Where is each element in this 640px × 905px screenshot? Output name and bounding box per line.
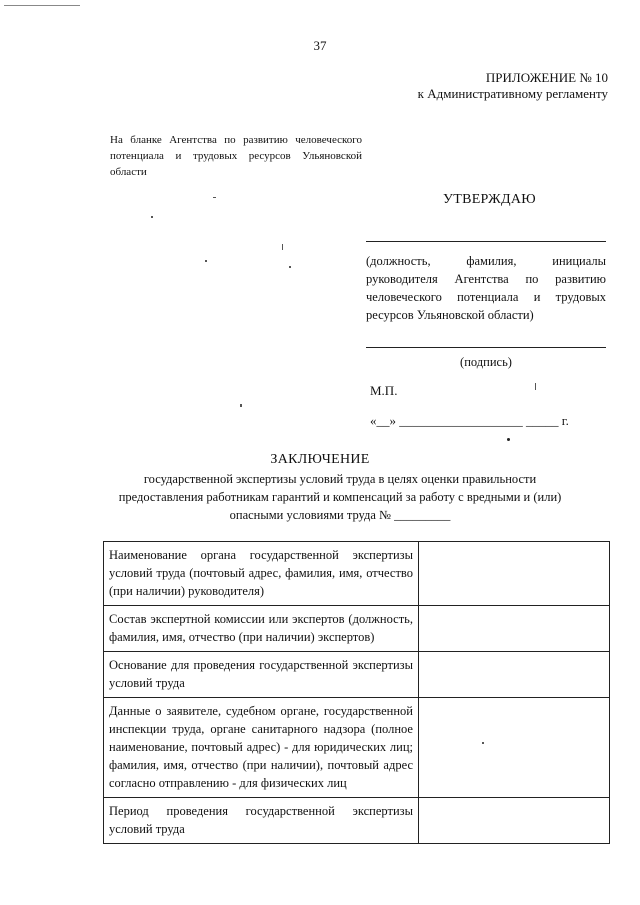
row-label: Данные о заявителе, судебном органе, государственной инспекции труда, органе санитарного надзора (полное наименование, почтовый адрес) - для юридических лиц; фамилия, имя, отчество (при наличии), почтовый адрес согласно отправлению - для физических лиц bbox=[104, 698, 419, 798]
signature-line bbox=[366, 347, 606, 348]
appendix-title: ПРИЛОЖЕНИЕ № 10 bbox=[485, 70, 608, 85]
conclusion-title: ЗАКЛЮЧЕНИЕ bbox=[270, 452, 370, 467]
page-number: 37 bbox=[313, 38, 327, 53]
date-line: «__» ___________________ _____ г. bbox=[370, 413, 569, 428]
scan-speck bbox=[535, 383, 536, 390]
row-label: Состав экспертной комиссии или экспертов (должность, фамилия, имя, отчество (при наличии) экспертов) bbox=[104, 606, 419, 652]
scan-speck bbox=[205, 260, 207, 262]
row-value[interactable] bbox=[419, 606, 610, 652]
scan-speck bbox=[240, 404, 242, 407]
approval-heading: УТВЕРЖДАЮ bbox=[443, 192, 536, 207]
row-value[interactable] bbox=[419, 542, 610, 606]
row-label: Наименование органа государственной экспертизы условий труда (почтовый адрес, фамилия, имя, отчество (при наличии) руководителя) bbox=[104, 542, 419, 606]
scan-speck bbox=[289, 266, 291, 268]
appendix-header bbox=[418, 70, 608, 102]
row-value[interactable] bbox=[419, 652, 610, 698]
letterhead-note: На бланке Агентства по развитию человеческого потенциала и трудовых ресурсов Ульяновской области bbox=[110, 134, 362, 178]
row-value[interactable] bbox=[419, 798, 610, 844]
position-line bbox=[366, 241, 606, 242]
scan-speck bbox=[482, 742, 484, 744]
table-row bbox=[104, 798, 610, 844]
scan-speck bbox=[282, 244, 283, 250]
conclusion-subtitle: государственной экспертизы условий труда в целях оценки правильности предоставления работникам гарантий и компенсаций за работу с вредными и (или) опасными условиями труда № _________ bbox=[118, 472, 562, 522]
expertise-table bbox=[103, 541, 610, 844]
scan-speck bbox=[151, 216, 153, 218]
row-value[interactable] bbox=[419, 698, 610, 798]
table-row bbox=[104, 606, 610, 652]
row-label: Период проведения государственной экспертизы условий труда bbox=[104, 798, 419, 844]
table-row bbox=[104, 542, 610, 606]
scan-speck bbox=[213, 197, 216, 198]
scan-edge-line bbox=[4, 5, 80, 6]
appendix-subtitle: к Административному регламенту bbox=[417, 86, 608, 101]
signature-caption: (подпись) bbox=[460, 355, 512, 369]
table-row bbox=[104, 652, 610, 698]
table-row bbox=[104, 698, 610, 798]
row-label: Основание для проведения государственной экспертизы условий труда bbox=[104, 652, 419, 698]
scan-speck bbox=[507, 438, 510, 441]
position-caption: (должность, фамилия, инициалы руководителя Агентства по развитию человеческого потенциала и трудовых ресурсов Ульяновской области) bbox=[366, 254, 606, 322]
seal-label: М.П. bbox=[370, 383, 398, 398]
